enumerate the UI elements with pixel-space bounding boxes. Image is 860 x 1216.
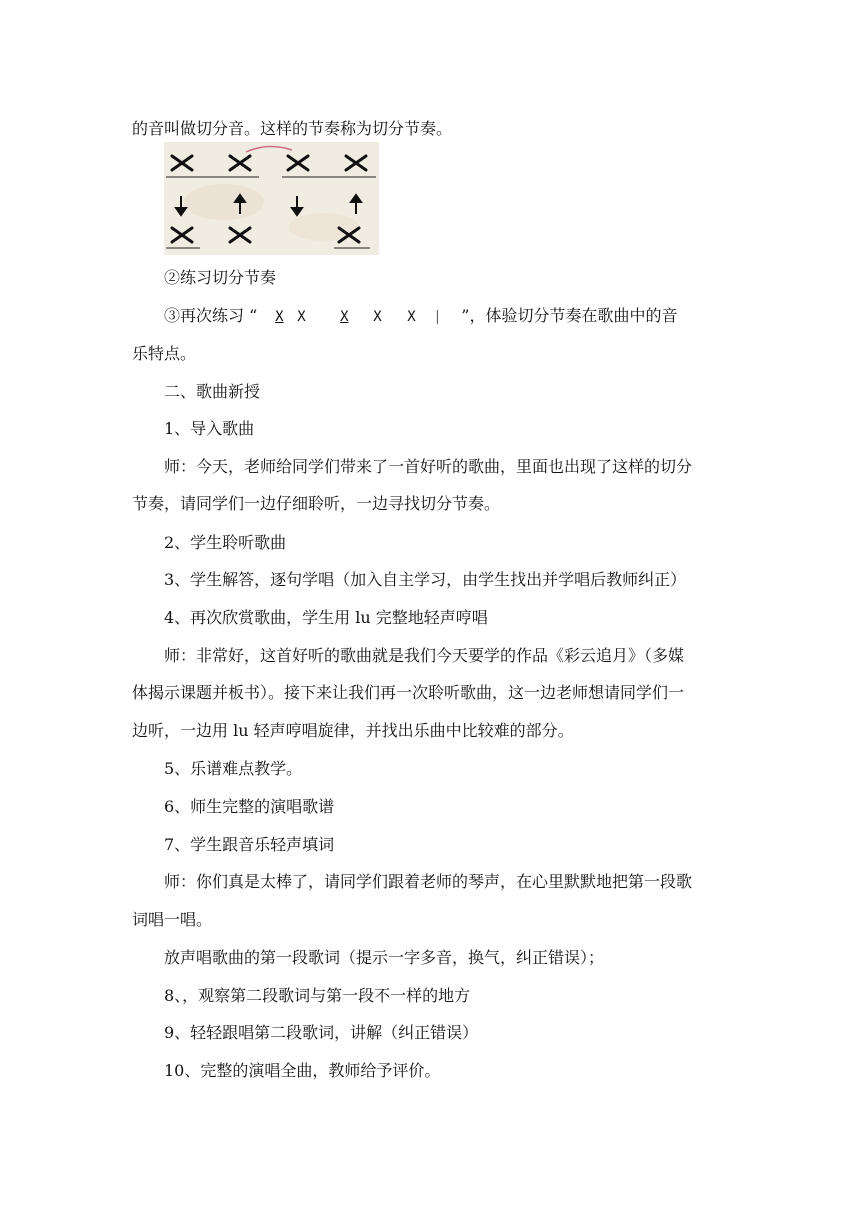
tie-arc	[246, 146, 292, 152]
paragraph-line: 7、学生跟音乐轻声填词	[164, 835, 335, 854]
paragraph-line: 放声唱歌曲的第一段歌词（提示一字多音，换气，纠正错误）；	[164, 948, 605, 967]
paragraph-line: 6、师生完整的演唱歌谱	[164, 797, 335, 816]
rhythm-note: X	[275, 309, 284, 325]
paragraph-line: 8、，观察第二段歌词与第一段不一样的地方	[164, 986, 471, 1005]
paragraph-line	[164, 305, 677, 328]
paragraph-line: 1、导入歌曲	[164, 419, 255, 438]
rhythm-note: X	[340, 309, 349, 325]
paragraph-line: 3、学生解答，逐句学唱（加入自主学习，由学生找出并学唱后教师纠正）	[164, 570, 687, 589]
rhythm-notation	[257, 306, 461, 328]
paragraph-line: 的音叫做切分音。这样的节奏称为切分节奏。	[132, 119, 453, 138]
paragraph-line: 边听，一边用 lu 轻声哼唱旋律，并找出乐曲中比较难的部分。	[132, 721, 574, 740]
paragraph-line: 师：非常好，这首好听的歌曲就是我们今天要学的作品《彩云追月》（多媒	[164, 646, 685, 665]
rhythm-note: X	[297, 309, 306, 325]
paragraph-line: 乐特点。	[132, 344, 197, 363]
rhythm-note: X	[373, 309, 382, 325]
syncopation-diagram	[164, 142, 379, 255]
text-suffix: ”，体验切分节奏在歌曲中的音	[461, 306, 678, 325]
paragraph-line: 10、完整的演唱全曲，教师给予评价。	[164, 1061, 441, 1080]
paragraph-line: 9、轻轻跟唱第二段歌词，讲解（纠正错误）	[164, 1023, 479, 1042]
rhythm-barline: |	[433, 309, 442, 325]
paragraph-line: 体揭示课题并板书）。接下来让我们再一次聆听歌曲，这一边老师想请同学们一	[132, 683, 685, 702]
rhythm-x-top	[172, 156, 366, 170]
paragraph-line: 4、再次欣赏歌曲，学生用 lu 完整地轻声哼唱	[164, 608, 488, 627]
paragraph-line: 5、乐谱难点教学。	[164, 759, 303, 778]
paragraph-line: 师：今天，老师给同学们带来了一首好听的歌曲，里面也出现了这样的切分	[164, 457, 693, 476]
text-prefix: ③再次练习 “	[164, 306, 258, 325]
paragraph-line: 节奏，请同学们一边仔细聆听，一边寻找切分节奏。	[132, 494, 501, 513]
section-heading: 二、歌曲新授	[164, 382, 261, 401]
paragraph-line: 2、学生聆听歌曲	[164, 533, 287, 552]
paragraph-line: 师：你们真是太棒了，请同学们跟着老师的琴声，在心里默默地把第一段歌	[164, 872, 693, 891]
paragraph-line: 词唱一唱。	[132, 910, 213, 929]
paragraph-line: ②练习切分节奏	[164, 268, 277, 287]
syncopation-figure	[164, 142, 379, 255]
rhythm-note: X	[407, 309, 416, 325]
